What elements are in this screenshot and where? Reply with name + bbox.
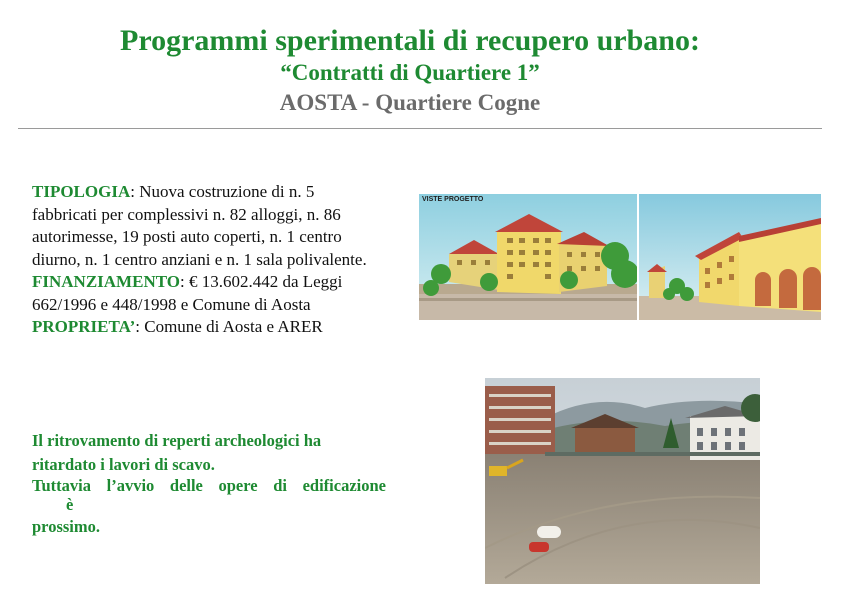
- header-divider: [18, 128, 822, 129]
- note-line-5: prossimo.: [32, 517, 100, 536]
- page-title: Programmi sperimentali di recupero urbano:: [120, 24, 700, 57]
- location-heading: AOSTA - Quartiere Cogne: [279, 90, 541, 115]
- tipologia-label: TIPOLOGIA: [32, 182, 131, 201]
- project-details: [32, 181, 382, 339]
- finanziamento-text: : € 13.602.442 da Leggi 662/1996 e 448/1998 e Comune di Aosta: [32, 272, 343, 314]
- note-line-4: è: [66, 495, 74, 514]
- render-caption: VISTE PROGETTO: [422, 196, 484, 203]
- note-line-1: Il ritrovamento di reperti archeologici ha: [32, 431, 322, 450]
- project-render-image-2: [639, 194, 821, 320]
- tipologia-text: : Nuova costruzione di n. 5 fabbricati per complessivi n. 82 alloggi, n. 86 autorimesse, 19 posti auto coperti, n. 1 centro diurno, n. 1 centro anziani e n. 1 sala polivalente.: [32, 182, 367, 269]
- finanziamento-label: FINANZIAMENTO: [32, 272, 180, 291]
- note-line-3: Tuttavia l’avvio delle opere di edificazione: [32, 476, 386, 495]
- note-line-2: ritardato i lavori di scavo.: [32, 455, 215, 474]
- proprieta-label: PROPRIETA’: [32, 317, 136, 336]
- excavation-site-photo: [485, 378, 760, 584]
- proprieta-text: : Comune di Aosta e ARER: [135, 317, 323, 336]
- page-subtitle: “Contratti di Quartiere 1”: [280, 60, 540, 85]
- project-render-image-1: [419, 194, 637, 320]
